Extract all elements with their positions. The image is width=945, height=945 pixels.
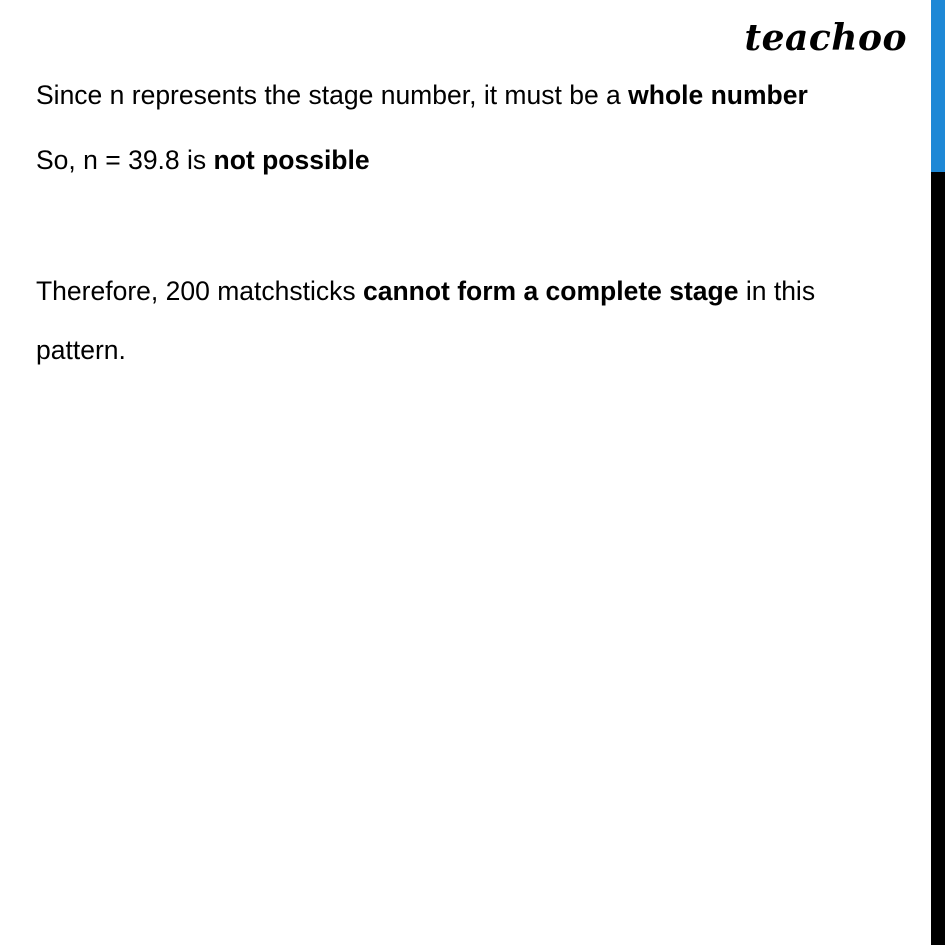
text-line bbox=[36, 77, 808, 113]
teachoo-logo: teachoo bbox=[744, 17, 907, 59]
bold-text-segment: not possible bbox=[213, 145, 370, 175]
bold-text-segment: cannot form a complete stage bbox=[362, 276, 739, 306]
text-segment: in this bbox=[738, 276, 816, 306]
text-segment: So, n = 39.8 is bbox=[36, 145, 214, 175]
text-segment: Since n represents the stage number, it must be a bbox=[36, 80, 629, 110]
bold-text-segment: whole number bbox=[628, 80, 808, 110]
text-segment: pattern. bbox=[36, 335, 126, 365]
text-segment: Therefore, 200 matchsticks bbox=[36, 276, 363, 306]
side-bar bbox=[931, 172, 945, 945]
text-line bbox=[36, 332, 126, 368]
accent-bar bbox=[931, 0, 945, 172]
text-line bbox=[36, 273, 815, 309]
text-line bbox=[36, 142, 370, 178]
